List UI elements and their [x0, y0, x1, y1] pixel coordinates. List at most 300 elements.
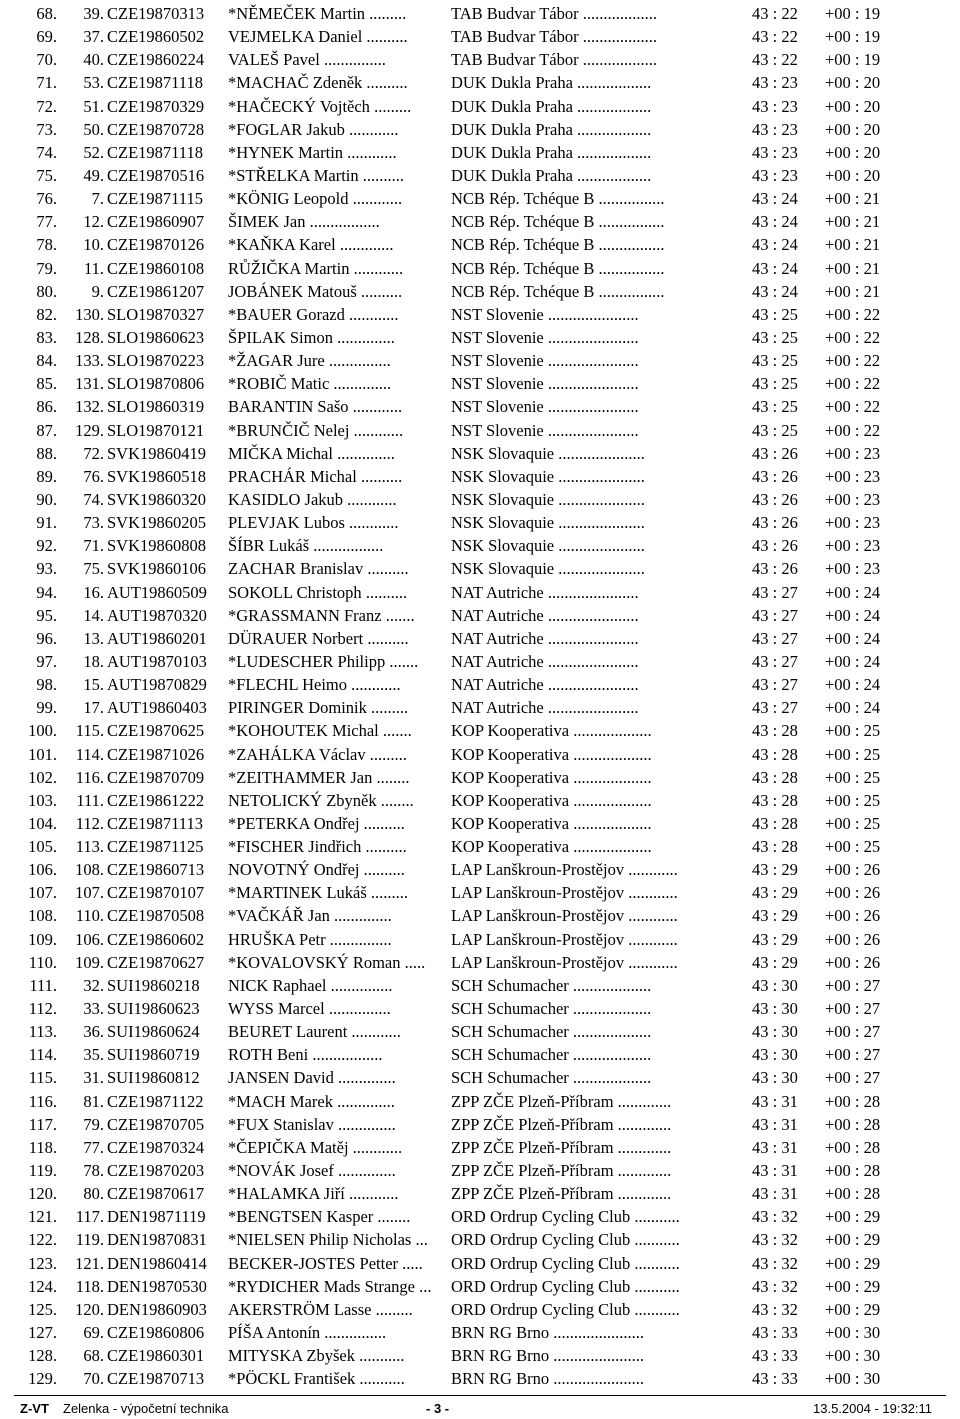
bib: 121. — [75, 1253, 104, 1273]
team-name: DUK Dukla Praha .................. — [451, 142, 652, 162]
team-name: TAB Budvar Tábor .................. — [451, 4, 657, 23]
time: 43 : 27 — [752, 605, 798, 625]
gap: +00 : 20 — [825, 142, 881, 162]
time: 43 : 25 — [752, 304, 798, 324]
table-row — [0, 1252, 960, 1275]
rank: 115. — [28, 1068, 57, 1088]
bib: 128. — [75, 327, 104, 347]
table-row — [0, 442, 960, 465]
bib: 77. — [83, 1137, 104, 1157]
time: 43 : 27 — [752, 651, 798, 671]
table-row — [0, 1159, 960, 1182]
table-row — [0, 395, 960, 418]
gap: +00 : 22 — [825, 374, 881, 394]
time: 43 : 28 — [752, 790, 798, 810]
time: 43 : 26 — [752, 489, 798, 509]
table-row — [0, 1321, 960, 1344]
rank: 83. — [36, 327, 57, 347]
rank: 109. — [28, 929, 57, 949]
gap: +00 : 23 — [825, 513, 881, 533]
uci-code: CZE19870627 — [107, 952, 205, 972]
time: 43 : 24 — [752, 281, 798, 301]
team-name: NAT Autriche ...................... — [451, 651, 639, 671]
bib: 39. — [83, 4, 104, 23]
rank: 119. — [28, 1161, 57, 1181]
rank: 117. — [28, 1114, 57, 1134]
rank: 123. — [28, 1253, 57, 1273]
rank: 120. — [28, 1184, 57, 1204]
gap: +00 : 20 — [825, 73, 881, 93]
table-row — [0, 2, 960, 25]
rider-name: *KÖNIG Leopold ............ — [228, 189, 403, 209]
rider-name: VEJMELKA Daniel .......... — [228, 27, 408, 47]
gap: +00 : 24 — [825, 582, 881, 602]
time: 43 : 30 — [752, 999, 798, 1019]
team-name: NST Slovenie ...................... — [451, 420, 639, 440]
team-name: SCH Schumacher ................... — [451, 1045, 652, 1065]
table-row — [0, 1275, 960, 1298]
table-row — [0, 858, 960, 881]
bib: 72. — [83, 443, 104, 463]
rank: 69. — [36, 27, 57, 47]
gap: +00 : 30 — [825, 1346, 881, 1366]
bib: 75. — [83, 559, 104, 579]
rider-name: *LUDESCHER Philipp ....... — [228, 651, 419, 671]
rider-name: *RYDICHER Mads Strange ... — [228, 1276, 432, 1296]
bib: 70. — [83, 1369, 104, 1389]
team-name: DUK Dukla Praha .................. — [451, 96, 652, 116]
rank: 72. — [36, 96, 57, 116]
gap: +00 : 20 — [825, 119, 881, 139]
uci-code: CZE19870313 — [107, 4, 205, 23]
time: 43 : 28 — [752, 837, 798, 857]
bib: 13. — [83, 628, 104, 648]
team-name: NCB Rép. Tchéque B ................ — [451, 235, 665, 255]
team-name: SCH Schumacher ................... — [451, 975, 652, 995]
uci-code: SUI19860624 — [107, 1022, 200, 1042]
uci-code: DEN19870831 — [107, 1230, 207, 1250]
bib: 120. — [75, 1299, 104, 1319]
time: 43 : 30 — [752, 1068, 798, 1088]
rank: 121. — [28, 1207, 57, 1227]
table-row — [0, 257, 960, 280]
bib: 112. — [75, 813, 104, 833]
rank: 101. — [28, 744, 57, 764]
rank: 76. — [36, 189, 57, 209]
time: 43 : 31 — [752, 1091, 798, 1111]
team-name: BRN RG Brno ...................... — [451, 1369, 644, 1389]
uci-code: CZE19871122 — [107, 1091, 204, 1111]
time: 43 : 22 — [752, 50, 798, 70]
table-row — [0, 696, 960, 719]
gap: +00 : 26 — [825, 860, 881, 880]
bib: 40. — [83, 50, 104, 70]
time: 43 : 25 — [752, 397, 798, 417]
uci-code: CZE19870516 — [107, 165, 205, 185]
gap: +00 : 26 — [825, 883, 881, 903]
time: 43 : 23 — [752, 142, 798, 162]
bib: 108. — [75, 860, 104, 880]
rider-name: JOBÁNEK Matouš .......... — [228, 281, 403, 301]
rider-name: *ZEITHAMMER Jan ........ — [228, 767, 410, 787]
bib: 131. — [75, 374, 104, 394]
rider-name: BECKER-JOSTES Petter ..... — [228, 1253, 423, 1273]
team-name: NST Slovenie ...................... — [451, 327, 639, 347]
rank: 79. — [36, 258, 57, 278]
rider-name: *ROBIČ Matic .............. — [228, 374, 392, 394]
uci-code: DEN19860903 — [107, 1299, 207, 1319]
time: 43 : 28 — [752, 721, 798, 741]
rider-name: *MACH Marek .............. — [228, 1091, 395, 1111]
gap: +00 : 27 — [825, 1068, 881, 1088]
team-name: ZPP ZČE Plzeň-Příbram ............. — [451, 1161, 672, 1181]
rank: 124. — [28, 1276, 57, 1296]
table-row — [0, 951, 960, 974]
team-name: LAP Lanškroun-Prostějov ............ — [451, 860, 678, 880]
rider-name: HRUŠKA Petr ............... — [228, 929, 392, 949]
rider-name: *BENGTSEN Kasper ........ — [228, 1207, 411, 1227]
team-name: ORD Ordrup Cycling Club ........... — [451, 1299, 680, 1319]
table-row — [0, 743, 960, 766]
rank: 77. — [36, 212, 57, 232]
rider-name: *NOVÁK Josef .............. — [228, 1161, 396, 1181]
gap: +00 : 29 — [825, 1230, 881, 1250]
gap: +00 : 23 — [825, 559, 881, 579]
rider-name: PÍŠA Antonín ............... — [228, 1323, 387, 1343]
time: 43 : 26 — [752, 513, 798, 533]
bib: 12. — [83, 212, 104, 232]
time: 43 : 28 — [752, 744, 798, 764]
rank: 68. — [36, 4, 57, 23]
rider-name: ZACHAR Branislav .......... — [228, 559, 409, 579]
uci-code: AUT19860201 — [107, 628, 207, 648]
team-name: DUK Dukla Praha .................. — [451, 119, 652, 139]
rank: 97. — [36, 651, 57, 671]
bib: 15. — [83, 675, 104, 695]
time: 43 : 28 — [752, 813, 798, 833]
bib: 32. — [83, 975, 104, 995]
results-table — [0, 2, 960, 1390]
uci-code: SVK19860518 — [107, 466, 207, 486]
rider-name: *GRASSMANN Franz ....... — [228, 605, 415, 625]
bib: 7. — [91, 189, 104, 209]
table-row — [0, 1090, 960, 1113]
rank: 116. — [28, 1091, 57, 1111]
bib: 116. — [75, 767, 104, 787]
team-name: NAT Autriche ...................... — [451, 675, 639, 695]
rider-name: AKERSTRÖM Lasse ......... — [228, 1299, 413, 1319]
uci-code: CZE19870107 — [107, 883, 205, 903]
gap: +00 : 22 — [825, 351, 881, 371]
team-name: NST Slovenie ...................... — [451, 374, 639, 394]
rank: 103. — [28, 790, 57, 810]
team-name: KOP Kooperativa ................... — [451, 721, 652, 741]
uci-code: CZE19870705 — [107, 1114, 205, 1134]
table-row — [0, 118, 960, 141]
rider-name: ŠPILAK Simon .............. — [228, 327, 395, 347]
time: 43 : 29 — [752, 860, 798, 880]
rank: 70. — [36, 50, 57, 70]
rider-name: *ŽAGAR Jure ............... — [228, 351, 391, 371]
rider-name: ROTH Beni ................. — [228, 1045, 383, 1065]
rank: 104. — [28, 813, 57, 833]
uci-code: CZE19871113 — [107, 813, 203, 833]
rank: 93. — [36, 559, 57, 579]
team-name: BRN RG Brno ...................... — [451, 1346, 644, 1366]
table-row — [0, 187, 960, 210]
team-name: KOP Kooperativa ................... — [451, 744, 652, 764]
rider-name: MITYSKA Zbyšek ........... — [228, 1346, 405, 1366]
rank: 122. — [28, 1230, 57, 1250]
bib: 106. — [75, 929, 104, 949]
time: 43 : 22 — [752, 4, 798, 23]
rank: 125. — [28, 1299, 57, 1319]
time: 43 : 24 — [752, 235, 798, 255]
time: 43 : 31 — [752, 1137, 798, 1157]
rider-name: *PÖCKL František ........... — [228, 1369, 405, 1389]
table-row — [0, 465, 960, 488]
rider-name: ŠÍBR Lukáš ................. — [228, 536, 384, 556]
uci-code: CZE19860301 — [107, 1346, 205, 1366]
team-name: DUK Dukla Praha .................. — [451, 165, 652, 185]
team-name: NSK Slovaquie ..................... — [451, 489, 645, 509]
gap: +00 : 30 — [825, 1323, 881, 1343]
table-row — [0, 719, 960, 742]
uci-code: CZE19870324 — [107, 1137, 205, 1157]
rider-name: *BRUNČIČ Nelej ............ — [228, 420, 404, 440]
gap: +00 : 28 — [825, 1161, 881, 1181]
team-name: KOP Kooperativa ................... — [451, 837, 652, 857]
uci-code: CZE19870713 — [107, 1369, 205, 1389]
time: 43 : 32 — [752, 1253, 798, 1273]
time: 43 : 30 — [752, 1045, 798, 1065]
uci-code: CZE19861222 — [107, 790, 205, 810]
table-row — [0, 974, 960, 997]
time: 43 : 25 — [752, 327, 798, 347]
bib: 37. — [83, 27, 104, 47]
uci-code: CZE19871125 — [107, 837, 204, 857]
rider-name: *ČEPIČKA Matěj ............ — [228, 1137, 403, 1157]
time: 43 : 29 — [752, 883, 798, 903]
gap: +00 : 22 — [825, 397, 881, 417]
rank: 82. — [36, 304, 57, 324]
rider-name: KASIDLO Jakub ............ — [228, 489, 397, 509]
bib: 110. — [75, 906, 104, 926]
rider-name: PLEVJAK Lubos ............ — [228, 513, 399, 533]
rank: 106. — [28, 860, 57, 880]
rider-name: *KAŇKA Karel ............. — [228, 235, 394, 255]
rider-name: *FOGLAR Jakub ............ — [228, 119, 399, 139]
bib: 11. — [83, 258, 104, 278]
footer-page-number: - 3 - — [426, 1401, 450, 1416]
rider-name: ŠIMEK Jan ................. — [228, 212, 380, 232]
uci-code: CZE19861207 — [107, 281, 205, 301]
team-name: NSK Slovaquie ..................... — [451, 466, 645, 486]
team-name: NAT Autriche ...................... — [451, 698, 639, 718]
uci-code: SLO19870223 — [107, 351, 205, 371]
table-row — [0, 766, 960, 789]
rider-name: *FISCHER Jindřich .......... — [228, 837, 407, 857]
gap: +00 : 26 — [825, 929, 881, 949]
table-row — [0, 511, 960, 534]
table-row — [0, 627, 960, 650]
time: 43 : 27 — [752, 582, 798, 602]
table-row — [0, 1182, 960, 1205]
bib: 17. — [83, 698, 104, 718]
uci-code: CZE19860713 — [107, 860, 205, 880]
page-footer — [0, 1393, 960, 1419]
gap: +00 : 29 — [825, 1276, 881, 1296]
rank: 128. — [28, 1346, 57, 1366]
time: 43 : 25 — [752, 374, 798, 394]
uci-code: SLO19870121 — [107, 420, 205, 440]
rider-name: NICK Raphael ............... — [228, 975, 393, 995]
rider-name: *VAČKÁŘ Jan .............. — [228, 906, 392, 926]
time: 43 : 33 — [752, 1323, 798, 1343]
table-row — [0, 419, 960, 442]
bib: 119. — [75, 1230, 104, 1250]
uci-code: CZE19860224 — [107, 50, 205, 70]
team-name: KOP Kooperativa ................... — [451, 767, 652, 787]
bib: 81. — [83, 1091, 104, 1111]
table-row — [0, 280, 960, 303]
time: 43 : 32 — [752, 1299, 798, 1319]
bib: 80. — [83, 1184, 104, 1204]
gap: +00 : 21 — [825, 281, 881, 301]
team-name: ORD Ordrup Cycling Club ........... — [451, 1230, 680, 1250]
time: 43 : 29 — [752, 906, 798, 926]
uci-code: CZE19870617 — [107, 1184, 205, 1204]
table-row — [0, 881, 960, 904]
time: 43 : 33 — [752, 1346, 798, 1366]
rank: 78. — [36, 235, 57, 255]
footer-company: Zelenka - výpočetní technika — [63, 1401, 229, 1416]
time: 43 : 24 — [752, 258, 798, 278]
table-row — [0, 997, 960, 1020]
team-name: NCB Rép. Tchéque B ................ — [451, 258, 665, 278]
gap: +00 : 28 — [825, 1091, 881, 1111]
uci-code: AUT19870320 — [107, 605, 207, 625]
bib: 31. — [83, 1068, 104, 1088]
team-name: NST Slovenie ...................... — [451, 304, 639, 324]
rank: 107. — [28, 883, 57, 903]
bib: 113. — [75, 837, 104, 857]
rider-name: MIČKA Michal .............. — [228, 443, 395, 463]
team-name: ORD Ordrup Cycling Club ........... — [451, 1253, 680, 1273]
team-name: NCB Rép. Tchéque B ................ — [451, 189, 665, 209]
bib: 117. — [75, 1207, 104, 1227]
gap: +00 : 27 — [825, 975, 881, 995]
table-row — [0, 1367, 960, 1390]
uci-code: SVK19860808 — [107, 536, 207, 556]
bib: 49. — [83, 165, 104, 185]
footer-datetime: 13.5.2004 - 19:32:11 — [813, 1401, 933, 1416]
rank: 108. — [28, 906, 57, 926]
gap: +00 : 24 — [825, 698, 881, 718]
gap: +00 : 19 — [825, 50, 881, 70]
rank: 114. — [28, 1045, 57, 1065]
team-name: SCH Schumacher ................... — [451, 1022, 652, 1042]
time: 43 : 30 — [752, 1022, 798, 1042]
time: 43 : 26 — [752, 443, 798, 463]
gap: +00 : 23 — [825, 443, 881, 463]
table-row — [0, 349, 960, 372]
bib: 107. — [75, 883, 104, 903]
gap: +00 : 22 — [825, 327, 881, 347]
rider-name: *NIELSEN Philip Nicholas ... — [228, 1230, 428, 1250]
team-name: BRN RG Brno ...................... — [451, 1323, 644, 1343]
rider-name: *MACHAČ Zdeněk .......... — [228, 73, 408, 93]
gap: +00 : 19 — [825, 27, 881, 47]
bib: 74. — [83, 489, 104, 509]
team-name: LAP Lanškroun-Prostějov ............ — [451, 883, 678, 903]
uci-code: SVK19860106 — [107, 559, 207, 579]
gap: +00 : 19 — [825, 4, 881, 23]
rider-name: RŮŽIČKA Martin ............ — [228, 258, 404, 278]
uci-code: CZE19860502 — [107, 27, 205, 47]
uci-code: SLO19870327 — [107, 304, 205, 324]
gap: +00 : 25 — [825, 790, 881, 810]
rider-name: VALEŠ Pavel ............... — [228, 50, 386, 70]
rider-name: NOVOTNÝ Ondřej .......... — [228, 860, 405, 880]
rider-name: BARANTIN Sašo ............ — [228, 397, 403, 417]
gap: +00 : 24 — [825, 651, 881, 671]
table-row — [0, 303, 960, 326]
gap: +00 : 23 — [825, 489, 881, 509]
team-name: NAT Autriche ...................... — [451, 605, 639, 625]
team-name: SCH Schumacher ................... — [451, 1068, 652, 1088]
rank: 118. — [28, 1137, 57, 1157]
team-name: ZPP ZČE Plzeň-Příbram ............. — [451, 1184, 672, 1204]
team-name: NST Slovenie ...................... — [451, 351, 639, 371]
rank: 87. — [36, 420, 57, 440]
time: 43 : 27 — [752, 675, 798, 695]
time: 43 : 25 — [752, 420, 798, 440]
gap: +00 : 26 — [825, 906, 881, 926]
time: 43 : 23 — [752, 119, 798, 139]
uci-code: SVK19860320 — [107, 489, 207, 509]
rider-name: *FLECHL Heimo ............ — [228, 675, 401, 695]
time: 43 : 29 — [752, 929, 798, 949]
bib: 71. — [83, 536, 104, 556]
bib: 10. — [83, 235, 104, 255]
gap: +00 : 30 — [825, 1369, 881, 1389]
rank: 91. — [36, 513, 57, 533]
uci-code: CZE19860907 — [107, 212, 205, 232]
bib: 114. — [75, 744, 104, 764]
time: 43 : 23 — [752, 73, 798, 93]
uci-code: CZE19870203 — [107, 1161, 205, 1181]
rider-name: *STŘELKA Martin .......... — [228, 165, 404, 185]
table-row — [0, 210, 960, 233]
table-row — [0, 835, 960, 858]
rider-name: PIRINGER Dominik ......... — [228, 698, 409, 718]
table-row — [0, 48, 960, 71]
footer-brand: Z-VT — [20, 1401, 49, 1416]
bib: 36. — [83, 1022, 104, 1042]
table-row — [0, 534, 960, 557]
team-name: NAT Autriche ...................... — [451, 628, 639, 648]
gap: +00 : 28 — [825, 1137, 881, 1157]
table-row — [0, 789, 960, 812]
rank: 84. — [36, 351, 57, 371]
rank: 100. — [28, 721, 57, 741]
gap: +00 : 27 — [825, 1022, 881, 1042]
time: 43 : 26 — [752, 559, 798, 579]
bib: 53. — [83, 73, 104, 93]
rider-name: *ZAHÁLKA Václav ......... — [228, 744, 407, 764]
rank: 111. — [29, 975, 57, 995]
